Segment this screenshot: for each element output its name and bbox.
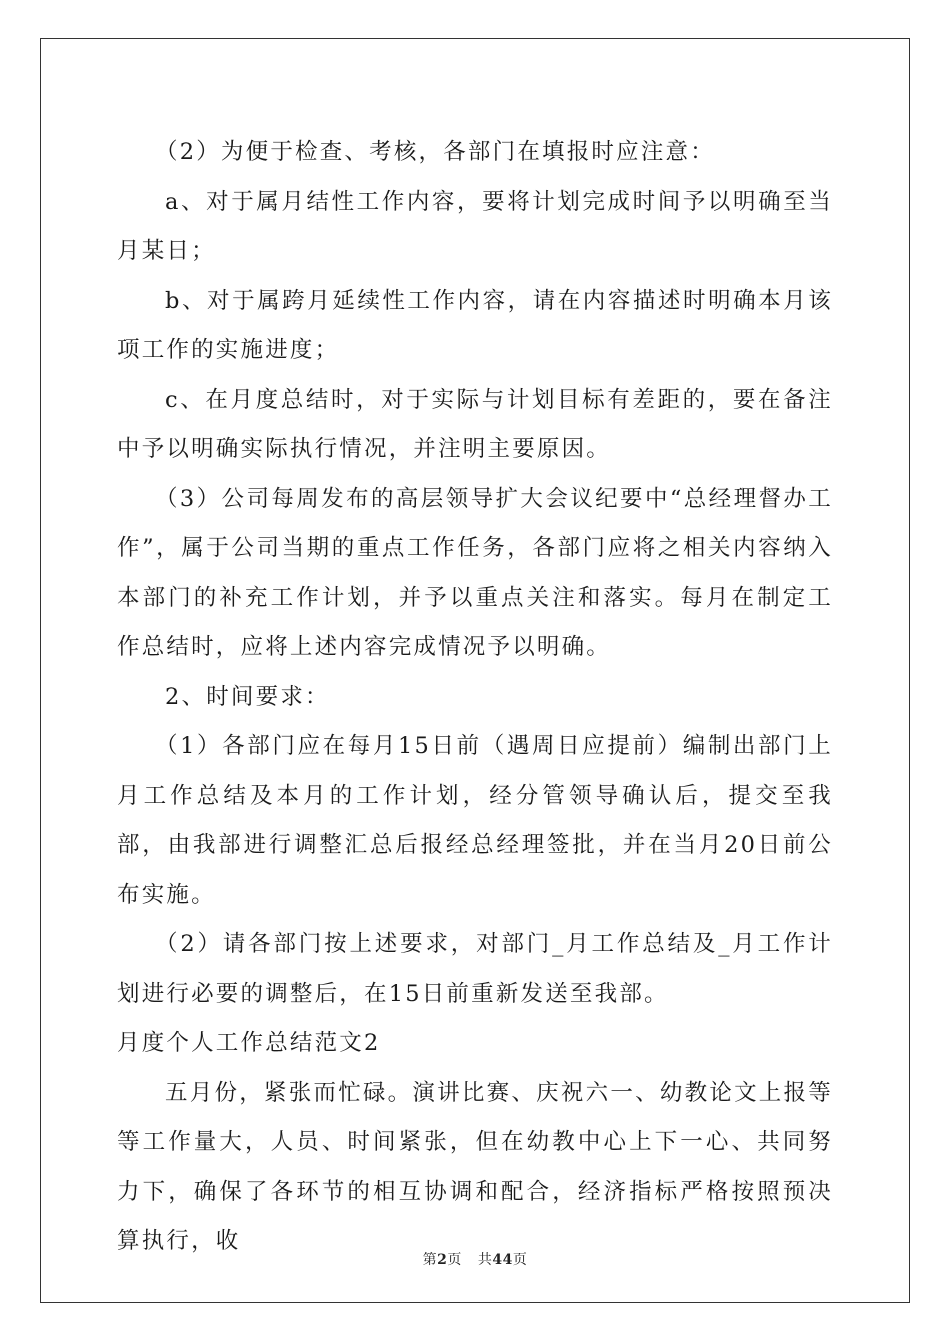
total-pages: 44 — [492, 1252, 513, 1268]
page-number: 2 — [437, 1252, 448, 1268]
paragraph-item-a: a、对于属月结性工作内容，要将计划完成时间予以明确至当月某日； — [117, 188, 833, 264]
paragraph-time-requirement: 2、时间要求： — [165, 683, 330, 710]
page-suffix: 页 — [447, 1252, 462, 1268]
paragraph-item-c: c、在月度总结时，对于实际与计划目标有差距的，要在备注中予以明确实际执行情况，并注明主要原因。 — [117, 386, 833, 462]
paragraph-check-note: （2）为便于检查、考核，各部门在填报时应注意： — [155, 139, 715, 165]
page-footer — [0, 1249, 950, 1269]
paragraph-time-1: （1）各部门应在每月15日前（遇周日应提前）编制出部门上月工作总结及本月的工作计划，经分管领导确认后，提交至我部，由我部进行调整汇总后报经总经理签批，并在当月20日前公布实施。 — [117, 733, 833, 908]
section-heading: 月度个人工作总结范文2 — [117, 1030, 381, 1056]
page-prefix: 第 — [422, 1252, 438, 1268]
total-prefix: 共 — [477, 1252, 493, 1268]
paragraph-may-summary: 五月份，紧张而忙碌。演讲比赛、庆祝六一、幼教论文上报等等工作量大，人员、时间紧张，但在幼教中心上下一心、共同努力下，确保了各环节的相互协调和配合，经济指标严格按照预决算执行，收 — [117, 1079, 833, 1254]
paragraph-item-b: b、对于属跨月延续性工作内容，请在内容描述时明确本月该项工作的实施进度； — [117, 287, 833, 363]
paragraph-item-3: （3）公司每周发布的高层领导扩大会议纪要中“总经理督办工作”，属于公司当期的重点工作任务，各部门应将之相关内容纳入本部门的补充工作计划，并予以重点关注和落实。每月在制定工作总结时，应将上述内容完成情况予以明确。 — [117, 485, 833, 660]
total-suffix: 页 — [512, 1252, 528, 1268]
paragraph-time-2: （2）请各部门按上述要求，对部门_月工作总结及_月工作计划进行必要的调整后，在15日前重新发送至我部。 — [117, 931, 833, 1007]
document-body — [117, 128, 833, 1267]
